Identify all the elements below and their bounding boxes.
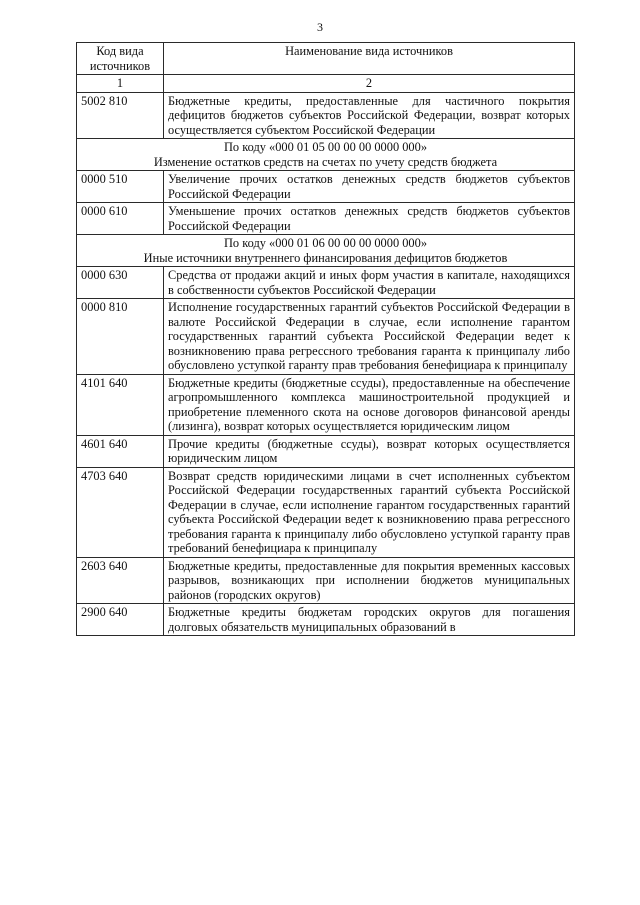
table-row bbox=[77, 267, 575, 299]
source-code-cell: 4601 640 bbox=[77, 435, 164, 467]
source-code-cell: 2603 640 bbox=[77, 557, 164, 604]
table-row bbox=[77, 557, 575, 604]
header-name: Наименование вида источников bbox=[164, 43, 575, 75]
source-name-cell: Бюджетные кредиты, предоставленные для частичного покрытия дефицитов бюджетов субъектов Российской Федерации, возврат которых осуществляется субъектом Российской Федерации bbox=[164, 92, 575, 139]
source-name-cell: Бюджетные кредиты (бюджетные ссуды), предоставленные на обеспечение агропромышленного комплекса машиностроительной продукцией и приобретение племенного скота на основе договоров финансовой аренды (лизинга), возврат которых осуществляется юридическим лицом bbox=[164, 374, 575, 435]
source-name-cell: Бюджетные кредиты, предоставленные для покрытия временных кассовых разрывов, возникающих при исполнении бюджетов муниципальных районов (городских округов) bbox=[164, 557, 575, 604]
section-heading bbox=[77, 235, 575, 267]
table-header-row bbox=[77, 43, 575, 75]
page-number: 3 bbox=[317, 20, 323, 34]
table-row bbox=[77, 203, 575, 235]
section-row bbox=[77, 139, 575, 171]
source-code-cell: 2900 640 bbox=[77, 604, 164, 636]
source-code-cell: 0000 630 bbox=[77, 267, 164, 299]
section-title-line: Изменение остатков средств на счетах по учету средств бюджета bbox=[153, 154, 498, 169]
source-code-cell: 0000 610 bbox=[77, 203, 164, 235]
table-row bbox=[77, 92, 575, 139]
source-code-cell: 0000 810 bbox=[77, 299, 164, 375]
section-heading bbox=[77, 139, 575, 171]
source-name-cell: Исполнение государственных гарантий субъектов Российской Федерации в валюте Российской Федерации в случае, если исполнение гарантом государственных гарантий субъекта Российской Федерации ведет к возникновению права регрессного требования гаранта к принципалу либо обусловлено уступкой гаранту прав требования бенефициара к принципалу bbox=[164, 299, 575, 375]
source-name-cell: Прочие кредиты (бюджетные ссуды), возврат которых осуществляется юридическим лицом bbox=[164, 435, 575, 467]
sources-table bbox=[76, 42, 575, 636]
source-code-cell: 0000 510 bbox=[77, 171, 164, 203]
table-row bbox=[77, 299, 575, 375]
source-code-cell: 4101 640 bbox=[77, 374, 164, 435]
source-name-cell: Увеличение прочих остатков денежных средств бюджетов субъектов Российской Федерации bbox=[164, 171, 575, 203]
column-number-2: 2 bbox=[164, 75, 575, 93]
column-number-row bbox=[77, 75, 575, 93]
header-code: Код вида источников bbox=[77, 43, 164, 75]
table-row bbox=[77, 374, 575, 435]
source-code-cell: 4703 640 bbox=[77, 467, 164, 557]
section-title-line: Иные источники внутреннего финансирования дефицитов бюджетов bbox=[143, 250, 508, 265]
sources-table-body bbox=[77, 43, 575, 636]
table-row bbox=[77, 604, 575, 636]
table-row bbox=[77, 171, 575, 203]
source-name-cell: Возврат средств юридическими лицами в счет исполненных субъектом Российской Федерации государственных гарантий субъекта Российской Федерации в случае, если исполнение гарантом государственных гарантий субъекта Российской Федерации ведет к возникновению права регрессного требования гаранта к принципалу либо обусловлено уступкой гаранту прав требований бенефициара к принципалу bbox=[164, 467, 575, 557]
section-code-line: По коду «000 01 05 00 00 00 0000 000» bbox=[223, 140, 428, 154]
table-row bbox=[77, 435, 575, 467]
source-name-cell: Средства от продажи акций и иных форм участия в капитале, находящихся в собственности субъектов Российской Федерации bbox=[164, 267, 575, 299]
column-number-1: 1 bbox=[77, 75, 164, 93]
source-name-cell: Уменьшение прочих остатков денежных средств бюджетов субъектов Российской Федерации bbox=[164, 203, 575, 235]
section-row bbox=[77, 235, 575, 267]
source-name-cell: Бюджетные кредиты бюджетам городских округов для погашения долговых обязательств муниципальных образований в bbox=[164, 604, 575, 636]
source-code-cell: 5002 810 bbox=[77, 92, 164, 139]
table-row bbox=[77, 467, 575, 557]
section-code-line: По коду «000 01 06 00 00 00 0000 000» bbox=[223, 236, 428, 250]
